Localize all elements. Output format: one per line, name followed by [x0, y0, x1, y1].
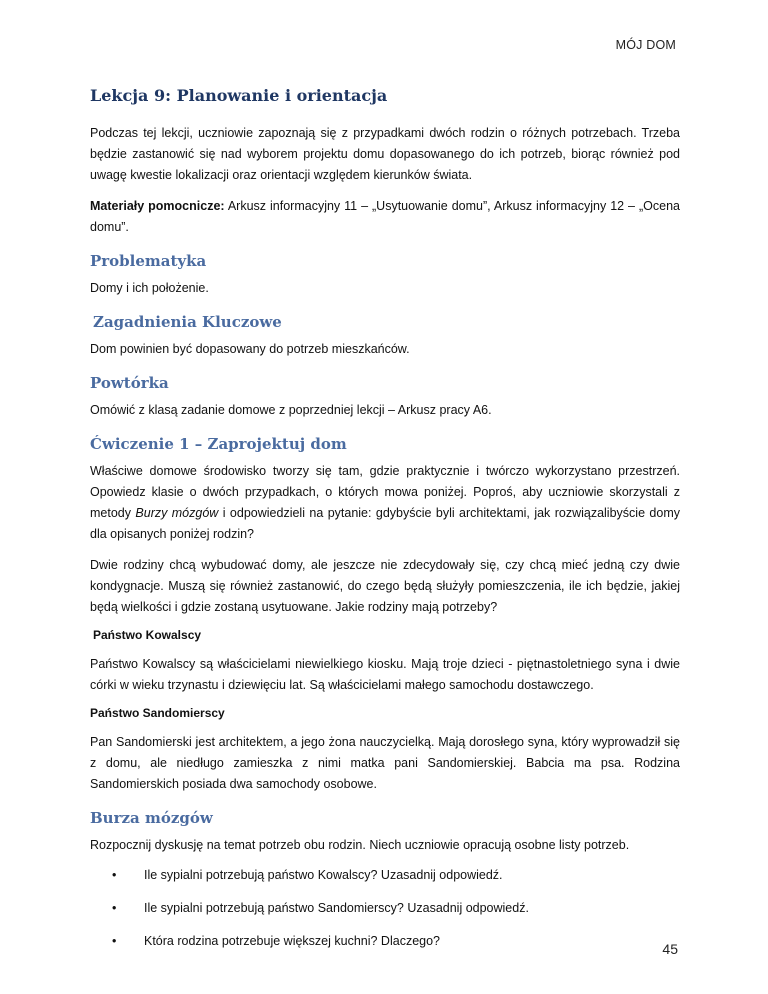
- list-item: • Ile sypialni potrzebują państwo Sandomierscy? Uzasadnij odpowiedź.: [112, 899, 680, 917]
- cwiczenie-p1-end: i odpowiedzieli na pytanie: gdybyście byli architektami, jak rozwiązalibyście domy dla opisanych poniżej rodzin?: [90, 506, 680, 541]
- materials-label: Materiały pomocnicze:: [90, 199, 225, 213]
- materials-paragraph: [90, 196, 680, 238]
- text-sandomierscy: Pan Sandomierski jest architektem, a jego żona nauczycielką. Mają dorosłego syna, który wyprowadził się z domu, ale niedługo zamieszka z nimi matka pani Sandomierskiej. Babcia ma psa. Rodzina Sandomierskich posiada dwa samochody osobowe.: [90, 735, 680, 791]
- question-list: [90, 866, 680, 950]
- text-problematyka: Domy i ich położenie.: [90, 281, 209, 295]
- text-zagadnienia: Dom powinien być dopasowany do potrzeb mieszkańców.: [90, 342, 410, 356]
- heading-sandomierscy: Państwo Sandomierscy: [90, 706, 225, 720]
- cwiczenie-paragraph-1: [90, 461, 680, 545]
- text-powtorka: Omówić z klasą zadanie domowe z poprzedniej lekcji – Arkusz pracy A6.: [90, 403, 492, 417]
- heading-powtorka: Powtórka: [90, 374, 169, 392]
- lesson-intro: Podczas tej lekcji, uczniowie zapoznają się z przypadkami dwóch rodzin o różnych potrzebach. Trzeba będzie zastanowić się nad wyborem projektu domu dopasowanego do ich potrzeb, biorąc również pod uwagę kwestie lokalizacji oraz orientacji względem kierunków świata.: [90, 126, 680, 182]
- heading-zagadnienia: Zagadnienia Kluczowe: [93, 313, 282, 331]
- list-item: • Ile sypialni potrzebują państwo Kowalscy? Uzasadnij odpowiedź.: [112, 866, 680, 884]
- heading-burza: Burza mózgów: [90, 809, 213, 827]
- materials-text: Arkusz informacyjny 11 – „Usytuowanie domu”, Arkusz informacyjny 12 – „Ocena domu”.: [90, 199, 680, 234]
- running-header: MÓJ DOM: [615, 38, 676, 52]
- text-kowalscy: Państwo Kowalscy są właścicielami niewielkiego kiosku. Mają troje dzieci - piętnastoletniego syna i dwie córki w wieku trzynastu i dziewięciu lat. Są właścicielami małego samochodu dostawczego.: [90, 657, 680, 692]
- page-number: 45: [662, 941, 678, 957]
- text-burza: Rozpocznij dyskusję na temat potrzeb obu rodzin. Niech uczniowie opracują osobne listy potrzeb.: [90, 838, 630, 852]
- heading-cwiczenie: Ćwiczenie 1 – Zaprojektuj dom: [90, 435, 347, 453]
- lesson-title: Lekcja 9: Planowanie i orientacja: [90, 86, 388, 105]
- list-item: • Która rodzina potrzebuje większej kuchni? Dlaczego?: [112, 932, 680, 950]
- cwiczenie-paragraph-2: Dwie rodziny chcą wybudować domy, ale jeszcze nie zdecydowały się, czy chcą mieć jedną czy dwie kondygnacje. Muszą się również zastanowić, do czego będą służyły pomieszczenia, ile ich będzie, jakiej będą wielkości i gdzie zostaną usytuowane. Jakie rodziny mają potrzeby?: [90, 558, 680, 614]
- heading-problematyka: Problematyka: [90, 252, 207, 270]
- page-content: [90, 82, 680, 965]
- heading-kowalscy: Państwo Kowalscy: [93, 628, 202, 642]
- cwiczenie-p1-italic: Burzy mózgów: [135, 506, 219, 520]
- cwiczenie-p1-start: Właściwe domowe środowisko tworzy się tam, gdzie praktycznie i twórczo wykorzystano przestrzeń. Opowiedz klasie o dwóch przypadkach, o których mowa poniżej. Poproś, aby uczniowie skorzystali z metody: [90, 464, 680, 520]
